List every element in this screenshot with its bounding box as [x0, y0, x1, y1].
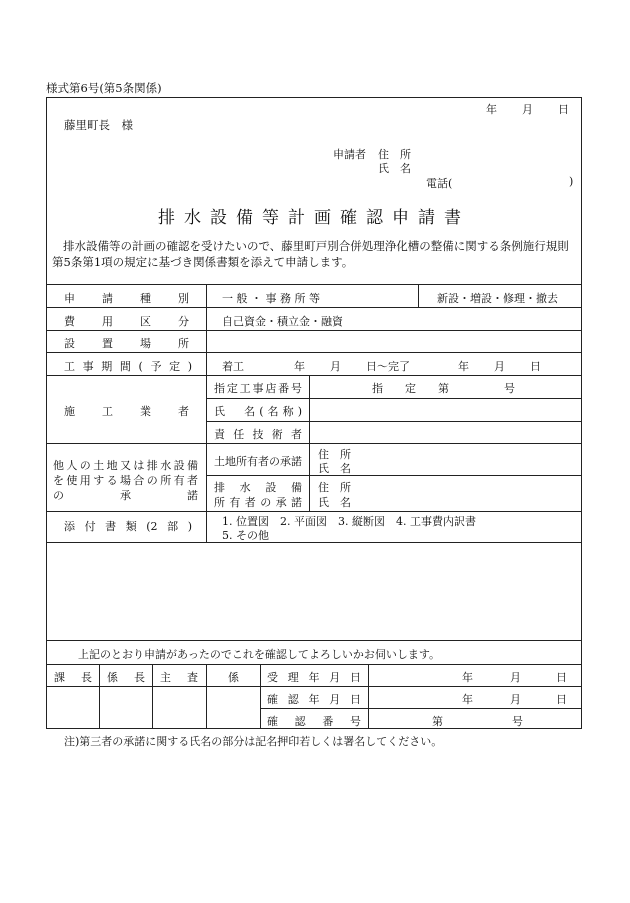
date-month-label: 月 [522, 103, 533, 116]
form-title: 排水設備等計画確認申請書 [158, 208, 470, 228]
approval-request: 上記のとおり申請があったのでこれを確認してよろしいかお伺いします。 [78, 648, 441, 661]
land-owner-address-label: 住 所 [318, 448, 351, 461]
application-type-value: 一 般 ・ 事 務 所 等 [222, 292, 320, 305]
consent-label-line1: 他人の土地又は排水設備 [53, 459, 198, 472]
period-end-day: 日 [530, 360, 541, 373]
equipment-owner-label-line2: 所有者の承諾 [214, 496, 302, 509]
addressee: 藤里町長 様 [64, 118, 133, 132]
applicant-label: 申請者 [333, 148, 366, 161]
consent-label-line3: の 承 諾 [53, 489, 198, 502]
confirmed-month: 月 [510, 693, 521, 706]
equipment-owner-name-label: 氏 名 [318, 496, 351, 509]
date-day-label: 日 [558, 103, 569, 116]
form-number: 様式第6号(第5条関係) [46, 81, 162, 95]
received-date-label: 受理年月日 [267, 671, 361, 684]
land-owner-name-label: 氏 名 [318, 462, 351, 475]
period-start-day: 日〜完了 [366, 360, 410, 373]
footnote: 注)第三者の承諾に関する氏名の部分は記名押印若しくは署名してください。 [64, 735, 443, 748]
confirmed-day: 日 [556, 693, 567, 706]
confirmation-number-prefix: 第 [432, 715, 443, 728]
applicant-name-label: 氏 名 [378, 162, 411, 175]
equipment-owner-label-line1: 排 水 設 備 [214, 481, 302, 494]
confirmation-number-label: 確認番号 [267, 715, 361, 728]
role-subsection-chief: 係 長 [107, 671, 145, 684]
received-day: 日 [556, 671, 567, 684]
intro-paragraph: 排水設備等の計画の確認を受けたいので、藤里町戸別合併処理浄化槽の整備に関する条例施行規則第5条第1項の規定に基づき関係書類を添えて申請します。 [52, 239, 569, 269]
period-start-year: 年 [294, 360, 305, 373]
period-start-month: 月 [330, 360, 341, 373]
role-inspector: 主 査 [160, 671, 198, 684]
role-section-chief: 課 長 [54, 671, 92, 684]
confirmation-number-suffix: 号 [512, 715, 523, 728]
cost-category-value: 自己資金・積立金・融資 [222, 315, 343, 328]
attachments-label: 添付書類(2部) [64, 520, 192, 533]
installation-site-label: 設置場所 [64, 337, 189, 350]
contractor-engineer-label: 責任技術者 [214, 428, 302, 441]
received-year: 年 [462, 671, 473, 684]
role-staff: 係 [228, 671, 239, 684]
equipment-owner-address-label: 住 所 [318, 481, 351, 494]
date-year-label: 年 [486, 103, 497, 116]
land-owner-consent-label: 土地所有者の承諾 [214, 455, 302, 468]
contractor-registration-label: 指定工事店番号 [214, 382, 302, 395]
attachments-line1: 1. 位置図 2. 平面図 3. 縦断図 4. 工事費内訳書 [222, 515, 476, 528]
contractor-name-label: 氏 名(名称) [214, 405, 302, 418]
application-type-options: 新設・増設・修理・撤去 [437, 292, 558, 305]
contractor-label: 施工業者 [64, 405, 189, 418]
attachments-line2: 5. その他 [222, 529, 269, 542]
cost-category-label: 費用区分 [64, 315, 189, 328]
period-end-year: 年 [458, 360, 469, 373]
period-end-month: 月 [494, 360, 505, 373]
applicant-phone-close: ) [569, 175, 574, 188]
received-month: 月 [510, 671, 521, 684]
confirmed-date-label: 確認年月日 [267, 693, 361, 706]
applicant-address-label: 住 所 [378, 148, 411, 161]
period-start-label: 着工 [222, 360, 244, 373]
confirmed-year: 年 [462, 693, 473, 706]
application-type-label: 申請種別 [64, 292, 189, 305]
consent-label-line2: を使用する場合の所有者 [53, 474, 198, 487]
construction-period-label: 工事期間(予定) [64, 360, 192, 373]
applicant-phone-label: 電話( [426, 177, 453, 190]
contractor-registration-value: 指 定 第 号 [372, 382, 515, 395]
